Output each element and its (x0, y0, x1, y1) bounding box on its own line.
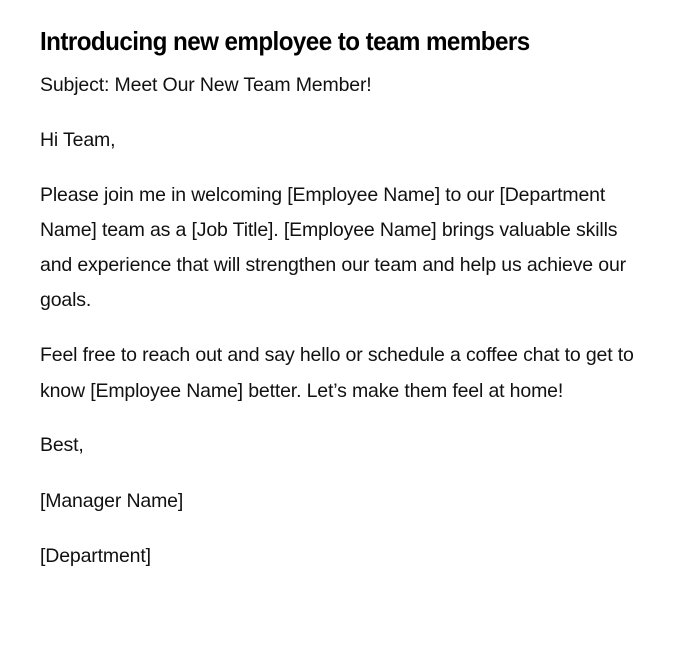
page-title: Introducing new employee to team members (40, 26, 530, 56)
email-body-paragraph-invitation: Feel free to reach out and say hello or schedule a coffee chat to get to know [Employee Name] better. Let’s make them feel at home! (40, 344, 634, 402)
email-greeting: Hi Team, (40, 128, 116, 151)
email-closing: Best, (40, 434, 84, 457)
signature-department: [Department] (40, 544, 151, 567)
email-body-paragraph-welcome: Please join me in welcoming [Employee Name] to our [Department Name] team as a [Job Title]. [Employee Name] brings valuable skills and experience that will strengthen our team and help us achieve our goals. (40, 183, 627, 312)
signature-manager-name: [Manager Name] (40, 489, 184, 512)
email-subject-line: Subject: Meet Our New Team Member! (40, 74, 372, 96)
